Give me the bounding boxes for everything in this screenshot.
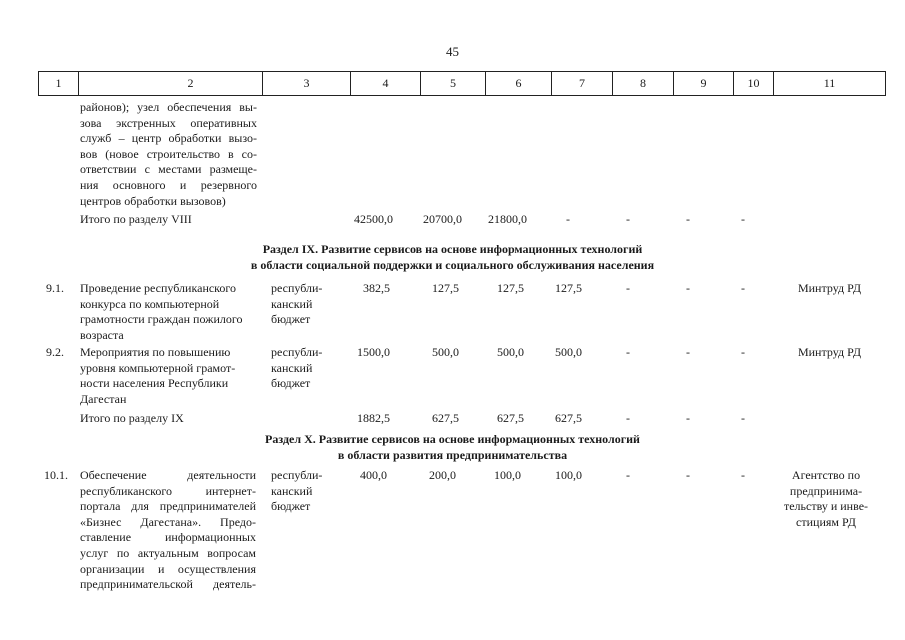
section-heading-x-line2: в области развития предпринимательства — [337, 448, 568, 462]
funding-source — [271, 345, 322, 392]
text-line: канский — [271, 296, 313, 311]
value-col7: - — [566, 212, 570, 226]
text-line: республиканского интернет- — [80, 483, 256, 498]
value-col7: 500,0 — [555, 345, 582, 359]
row-number: 9.1. — [46, 281, 64, 295]
responsible-org: Минтруд РД — [797, 345, 862, 359]
value-col4: 42500,0 — [354, 212, 393, 226]
col-header-6: 6 — [485, 72, 551, 95]
value-col8: - — [626, 468, 630, 482]
funding-source — [271, 281, 322, 328]
text-line: Мероприятия по повышению — [80, 345, 231, 359]
text-line: ности населения Республики — [80, 376, 229, 391]
text-line: «Бизнес Дагестана». Предо- — [80, 514, 256, 529]
text-line: бюджет — [271, 376, 311, 391]
col-header-11: 11 — [773, 72, 886, 95]
value-col10: - — [741, 468, 745, 482]
total-label: Итого по разделу IX — [80, 411, 184, 425]
value-col8: - — [626, 345, 630, 359]
text-line: конкурса по компьютерной — [80, 296, 220, 311]
value-col7: 100,0 — [555, 468, 582, 482]
value-col6: 627,5 — [497, 411, 524, 425]
col-header-1: 1 — [38, 72, 78, 95]
value-col5: 200,0 — [429, 468, 456, 482]
value-col6: 21800,0 — [488, 212, 527, 226]
text-line: Обеспечение деятельности — [80, 468, 256, 482]
text-line: канский — [271, 360, 313, 375]
text-line: предпринима- — [789, 483, 863, 498]
value-col9: - — [686, 345, 690, 359]
value-col5: 627,5 — [432, 411, 459, 425]
row-description — [80, 281, 260, 343]
col-header-9: 9 — [673, 72, 733, 95]
value-col8: - — [626, 212, 630, 226]
value-col6: 100,0 — [494, 468, 521, 482]
text-line: ответствии с местами размеще- — [80, 162, 257, 177]
funding-source — [271, 468, 322, 515]
value-col5: 500,0 — [432, 345, 459, 359]
text-line: уровня компьютерной грамот- — [80, 360, 236, 375]
row-description — [80, 468, 256, 593]
text-line: стициям РД — [796, 514, 856, 529]
value-col9: - — [686, 468, 690, 482]
value-col4: 400,0 — [360, 468, 387, 482]
row-description — [80, 345, 260, 407]
value-col6: 500,0 — [497, 345, 524, 359]
value-col6: 127,5 — [497, 281, 524, 295]
col-header-8: 8 — [612, 72, 673, 95]
value-col5: 20700,0 — [423, 212, 462, 226]
text-line: грамотности граждан пожилого — [80, 312, 243, 327]
text-line: центров обработки вызовов) — [80, 193, 226, 208]
text-line: предпринимательской деятель- — [80, 577, 256, 592]
total-label: Итого по разделу VIII — [80, 212, 192, 226]
col-header-4: 4 — [350, 72, 420, 95]
text-line: портала для предпринимателей — [80, 499, 256, 514]
value-col10: - — [741, 212, 745, 226]
page-number: 45 — [446, 44, 459, 59]
value-col8: - — [626, 281, 630, 295]
text-line: ния основного и резервного — [80, 177, 257, 192]
section-heading-x-line1: Раздел X. Развитие сервисов на основе информационных технологий — [265, 432, 640, 446]
col-header-10: 10 — [733, 72, 773, 95]
text-line: ставление информационных — [80, 530, 256, 545]
text-line: Агентство по — [791, 468, 861, 482]
row-number: 10.1. — [44, 468, 68, 482]
value-col8: - — [626, 411, 630, 425]
section-heading-ix-line2: в области социальной поддержки и социального обслуживания населения — [250, 258, 655, 272]
text-line: республи- — [271, 345, 323, 359]
text-line: канский — [271, 483, 313, 498]
value-col5: 127,5 — [432, 281, 459, 295]
responsible-org: Минтруд РД — [797, 281, 862, 295]
text-line: тельству и инве- — [783, 499, 869, 514]
responsible-org — [766, 468, 886, 530]
text-line: Дагестан — [80, 391, 127, 406]
value-col7: 627,5 — [555, 411, 582, 425]
text-line: организации и осуществления — [80, 561, 256, 576]
text-line: служб – центр обработки вызо- — [80, 131, 257, 146]
col-header-3: 3 — [262, 72, 350, 95]
continuation-text — [80, 100, 257, 209]
section-heading-ix-line1: Раздел IX. Развитие сервисов на основе информационных технологий — [262, 242, 643, 256]
text-line: зова экстренных оперативных — [80, 115, 257, 130]
value-col4: 1500,0 — [357, 345, 390, 359]
text-line: районов); узел обеспечения вы- — [80, 100, 257, 114]
text-line: вов (новое строительство в со- — [80, 146, 257, 161]
col-header-2: 2 — [78, 72, 302, 95]
value-col10: - — [741, 345, 745, 359]
text-line: бюджет — [271, 499, 311, 514]
text-line: республи- — [271, 468, 323, 482]
value-col10: - — [741, 281, 745, 295]
row-number: 9.2. — [46, 345, 64, 359]
col-header-7: 7 — [551, 72, 612, 95]
value-col7: 127,5 — [555, 281, 582, 295]
text-line: услуг по актуальным вопросам — [80, 545, 256, 560]
text-line: республи- — [271, 281, 323, 295]
table-header — [38, 71, 886, 96]
value-col10: - — [741, 411, 745, 425]
value-col9: - — [686, 281, 690, 295]
value-col4: 1882,5 — [357, 411, 390, 425]
value-col9: - — [686, 212, 690, 226]
value-col9: - — [686, 411, 690, 425]
text-line: бюджет — [271, 312, 311, 327]
col-header-5: 5 — [420, 72, 485, 95]
text-line: Проведение республиканского — [80, 281, 237, 295]
text-line: возраста — [80, 327, 124, 342]
value-col4: 382,5 — [363, 281, 390, 295]
